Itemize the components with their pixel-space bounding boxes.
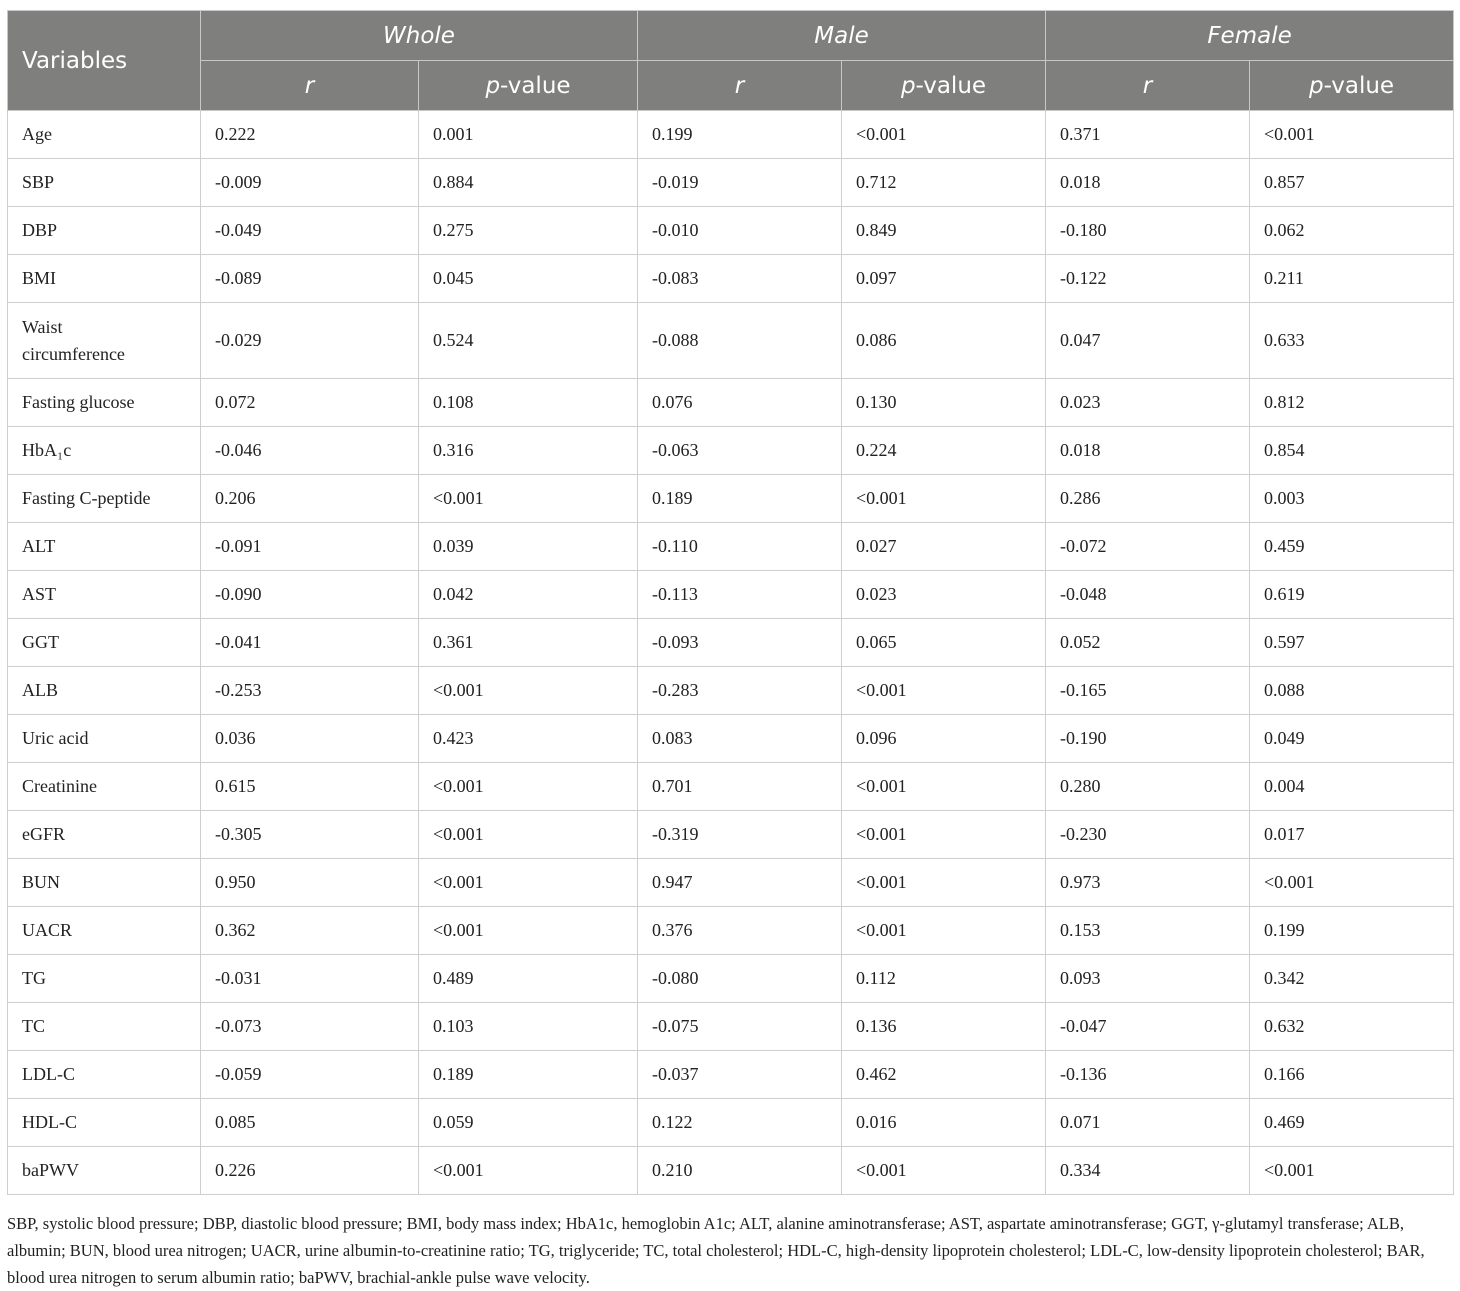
table-row (8, 1051, 1454, 1099)
r-value-cell: -0.180 (1046, 207, 1250, 255)
variable-name: eGFR (8, 811, 201, 859)
table-row (8, 523, 1454, 571)
table-row (8, 859, 1454, 907)
p-value-cell: 0.597 (1250, 619, 1454, 667)
p-value-cell: <0.001 (419, 859, 638, 907)
r-value-cell: -0.110 (638, 523, 842, 571)
p-value-cell: 0.316 (419, 427, 638, 475)
p-value-cell: <0.001 (842, 1147, 1046, 1195)
r-value-cell: -0.305 (201, 811, 419, 859)
r-value-cell: 0.072 (201, 379, 419, 427)
p-value-cell: 0.224 (842, 427, 1046, 475)
table-row (8, 207, 1454, 255)
variable-name: GGT (8, 619, 201, 667)
r-value-cell: -0.063 (638, 427, 842, 475)
p-value-cell: 0.489 (419, 955, 638, 1003)
p-value-cell: 0.045 (419, 255, 638, 303)
r-value-cell: 0.153 (1046, 907, 1250, 955)
p-value-cell: <0.001 (419, 811, 638, 859)
r-value-cell: -0.048 (1046, 571, 1250, 619)
r-value-cell: -0.059 (201, 1051, 419, 1099)
r-value-cell: -0.009 (201, 159, 419, 207)
p-value-cell: 0.049 (1250, 715, 1454, 763)
p-value-cell: <0.001 (419, 475, 638, 523)
variable-name: TG (8, 955, 201, 1003)
p-value-cell: 0.039 (419, 523, 638, 571)
p-value-cell: <0.001 (842, 811, 1046, 859)
r-value-cell: 0.973 (1046, 859, 1250, 907)
table-row (8, 427, 1454, 475)
table-row (8, 379, 1454, 427)
r-value-cell: -0.088 (638, 303, 842, 379)
header-variables: Variables (8, 11, 201, 111)
r-value-cell: -0.089 (201, 255, 419, 303)
r-value-cell: 0.199 (638, 111, 842, 159)
variable-name: AST (8, 571, 201, 619)
table-row (8, 1147, 1454, 1195)
r-value-cell: 0.362 (201, 907, 419, 955)
variable-name: Fasting C-peptide (8, 475, 201, 523)
p-value-cell: 0.023 (842, 571, 1046, 619)
r-value-cell: -0.093 (638, 619, 842, 667)
p-value-cell: <0.001 (419, 907, 638, 955)
r-value-cell: -0.253 (201, 667, 419, 715)
p-value-cell: 0.211 (1250, 255, 1454, 303)
p-value-cell: 0.042 (419, 571, 638, 619)
r-value-cell: 0.334 (1046, 1147, 1250, 1195)
p-value-cell: 0.459 (1250, 523, 1454, 571)
table-row (8, 763, 1454, 811)
r-value-cell: 0.076 (638, 379, 842, 427)
r-value-cell: 0.018 (1046, 427, 1250, 475)
header-p-value: p-value (419, 61, 638, 111)
r-value-cell: -0.230 (1046, 811, 1250, 859)
header-row-groups (8, 11, 1454, 61)
table-row (8, 475, 1454, 523)
table-row (8, 955, 1454, 1003)
p-value-cell: 0.027 (842, 523, 1046, 571)
table-row (8, 715, 1454, 763)
table-row (8, 811, 1454, 859)
p-value-cell: 0.469 (1250, 1099, 1454, 1147)
r-value-cell: 0.018 (1046, 159, 1250, 207)
table-row (8, 111, 1454, 159)
r-value-cell: 0.085 (201, 1099, 419, 1147)
r-value-cell: -0.037 (638, 1051, 842, 1099)
p-value-cell: 0.136 (842, 1003, 1046, 1051)
header-group-male: Male (638, 11, 1046, 61)
r-value-cell: -0.010 (638, 207, 842, 255)
r-value-cell: 0.226 (201, 1147, 419, 1195)
variable-name: baPWV (8, 1147, 201, 1195)
header-p-value: p-value (1250, 61, 1454, 111)
variable-name: LDL-C (8, 1051, 201, 1099)
p-value-cell: 0.854 (1250, 427, 1454, 475)
table-row (8, 1003, 1454, 1051)
p-value-cell: <0.001 (842, 859, 1046, 907)
r-value-cell: -0.080 (638, 955, 842, 1003)
p-value-cell: <0.001 (842, 763, 1046, 811)
r-value-cell: -0.072 (1046, 523, 1250, 571)
p-value-cell: 0.086 (842, 303, 1046, 379)
r-value-cell: -0.019 (638, 159, 842, 207)
r-value-cell: 0.280 (1046, 763, 1250, 811)
table-row (8, 1099, 1454, 1147)
variable-name: DBP (8, 207, 201, 255)
header-r: r (1046, 61, 1250, 111)
correlation-table (7, 10, 1454, 1195)
header-group-female: Female (1046, 11, 1454, 61)
r-value-cell: -0.075 (638, 1003, 842, 1051)
r-value-cell: 0.047 (1046, 303, 1250, 379)
p-value-cell: 0.003 (1250, 475, 1454, 523)
table-row (8, 571, 1454, 619)
p-value-cell: 0.016 (842, 1099, 1046, 1147)
p-value-cell: 0.059 (419, 1099, 638, 1147)
p-value-cell: 0.633 (1250, 303, 1454, 379)
p-value-cell: 0.619 (1250, 571, 1454, 619)
p-value-cell: 0.166 (1250, 1051, 1454, 1099)
variable-name: Uric acid (8, 715, 201, 763)
r-value-cell: -0.073 (201, 1003, 419, 1051)
r-value-cell: 0.222 (201, 111, 419, 159)
r-value-cell: -0.046 (201, 427, 419, 475)
r-value-cell: -0.113 (638, 571, 842, 619)
variable-name: SBP (8, 159, 201, 207)
r-value-cell: 0.036 (201, 715, 419, 763)
r-value-cell: 0.206 (201, 475, 419, 523)
table-footnote: SBP, systolic blood pressure; DBP, diastolic blood pressure; BMI, body mass index; HbA1c, hemoglobin A1c; ALT, alanine aminotransferase; AST, aspartate aminotransferase; GGT, γ-glutamyl transferase; ALB, albumin; BUN, blood urea nitrogen; UACR, urine albumin-to-creatinine ratio; TG, triglyceride; TC, total cholesterol; HDL-C, high-density lipoprotein cholesterol; LDL-C, low-density lipoprotein cholesterol; BAR, blood urea nitrogen to serum albumin ratio; baPWV, brachial-ankle pulse wave velocity. (7, 1214, 1425, 1287)
p-value-cell: <0.001 (842, 907, 1046, 955)
correlation-table-container (7, 10, 1453, 1195)
variable-name: UACR (8, 907, 201, 955)
r-value-cell: 0.189 (638, 475, 842, 523)
r-value-cell: 0.947 (638, 859, 842, 907)
p-value-cell: <0.001 (1250, 859, 1454, 907)
r-value-cell: -0.083 (638, 255, 842, 303)
p-value-cell: 0.884 (419, 159, 638, 207)
r-value-cell: 0.950 (201, 859, 419, 907)
variable-name: Creatinine (8, 763, 201, 811)
p-value-cell: 0.199 (1250, 907, 1454, 955)
r-value-cell: 0.083 (638, 715, 842, 763)
header-r: r (638, 61, 842, 111)
p-value-cell: 0.275 (419, 207, 638, 255)
header-row-stats (8, 61, 1454, 111)
p-value-cell: 0.130 (842, 379, 1046, 427)
r-value-cell: 0.376 (638, 907, 842, 955)
table-body (8, 111, 1454, 1195)
p-value-cell: 0.712 (842, 159, 1046, 207)
p-value-cell: 0.342 (1250, 955, 1454, 1003)
table-row (8, 907, 1454, 955)
table-row (8, 303, 1454, 379)
p-value-cell: 0.462 (842, 1051, 1046, 1099)
r-value-cell: -0.049 (201, 207, 419, 255)
p-value-cell: <0.001 (419, 667, 638, 715)
r-value-cell: 0.052 (1046, 619, 1250, 667)
p-value-cell: 0.096 (842, 715, 1046, 763)
p-value-cell: 0.112 (842, 955, 1046, 1003)
r-value-cell: 0.210 (638, 1147, 842, 1195)
r-value-cell: 0.371 (1046, 111, 1250, 159)
r-value-cell: 0.023 (1046, 379, 1250, 427)
p-value-cell: 0.062 (1250, 207, 1454, 255)
p-value-cell: 0.361 (419, 619, 638, 667)
r-value-cell: -0.165 (1046, 667, 1250, 715)
p-value-cell: 0.857 (1250, 159, 1454, 207)
r-value-cell: -0.091 (201, 523, 419, 571)
p-value-cell: 0.001 (419, 111, 638, 159)
r-value-cell: -0.122 (1046, 255, 1250, 303)
p-value-cell: <0.001 (1250, 1147, 1454, 1195)
variable-name: HbA₁c (8, 427, 201, 475)
variable-name: Age (8, 111, 201, 159)
p-value-cell: 0.088 (1250, 667, 1454, 715)
variable-name: Waist circumference (8, 303, 201, 379)
r-value-cell: -0.319 (638, 811, 842, 859)
r-value-cell: 0.093 (1046, 955, 1250, 1003)
r-value-cell: 0.701 (638, 763, 842, 811)
r-value-cell: -0.136 (1046, 1051, 1250, 1099)
r-value-cell: -0.090 (201, 571, 419, 619)
table-row (8, 619, 1454, 667)
p-value-cell: <0.001 (1250, 111, 1454, 159)
p-value-cell: 0.849 (842, 207, 1046, 255)
r-value-cell: -0.047 (1046, 1003, 1250, 1051)
r-value-cell: -0.029 (201, 303, 419, 379)
r-value-cell: 0.122 (638, 1099, 842, 1147)
table-row (8, 255, 1454, 303)
p-value-cell: <0.001 (842, 667, 1046, 715)
header-r: r (201, 61, 419, 111)
r-value-cell: -0.283 (638, 667, 842, 715)
r-value-cell: 0.615 (201, 763, 419, 811)
p-value-cell: 0.065 (842, 619, 1046, 667)
p-value-cell: 0.097 (842, 255, 1046, 303)
p-value-cell: 0.108 (419, 379, 638, 427)
p-value-cell: 0.017 (1250, 811, 1454, 859)
p-value-cell: 0.812 (1250, 379, 1454, 427)
p-value-cell: <0.001 (842, 475, 1046, 523)
p-value-cell: 0.423 (419, 715, 638, 763)
table-row (8, 159, 1454, 207)
r-value-cell: -0.190 (1046, 715, 1250, 763)
variable-name: BMI (8, 255, 201, 303)
p-value-cell: <0.001 (419, 763, 638, 811)
p-value-cell: 0.524 (419, 303, 638, 379)
variable-name: ALT (8, 523, 201, 571)
header-p-value: p-value (842, 61, 1046, 111)
p-value-cell: 0.632 (1250, 1003, 1454, 1051)
p-value-cell: <0.001 (419, 1147, 638, 1195)
p-value-cell: <0.001 (842, 111, 1046, 159)
variable-name: BUN (8, 859, 201, 907)
table-row (8, 667, 1454, 715)
header-group-whole: Whole (201, 11, 638, 61)
variable-name: TC (8, 1003, 201, 1051)
variable-name: HDL-C (8, 1099, 201, 1147)
p-value-cell: 0.004 (1250, 763, 1454, 811)
variable-name: ALB (8, 667, 201, 715)
r-value-cell: 0.286 (1046, 475, 1250, 523)
r-value-cell: -0.041 (201, 619, 419, 667)
r-value-cell: 0.071 (1046, 1099, 1250, 1147)
r-value-cell: -0.031 (201, 955, 419, 1003)
p-value-cell: 0.189 (419, 1051, 638, 1099)
p-value-cell: 0.103 (419, 1003, 638, 1051)
variable-name: Fasting glucose (8, 379, 201, 427)
